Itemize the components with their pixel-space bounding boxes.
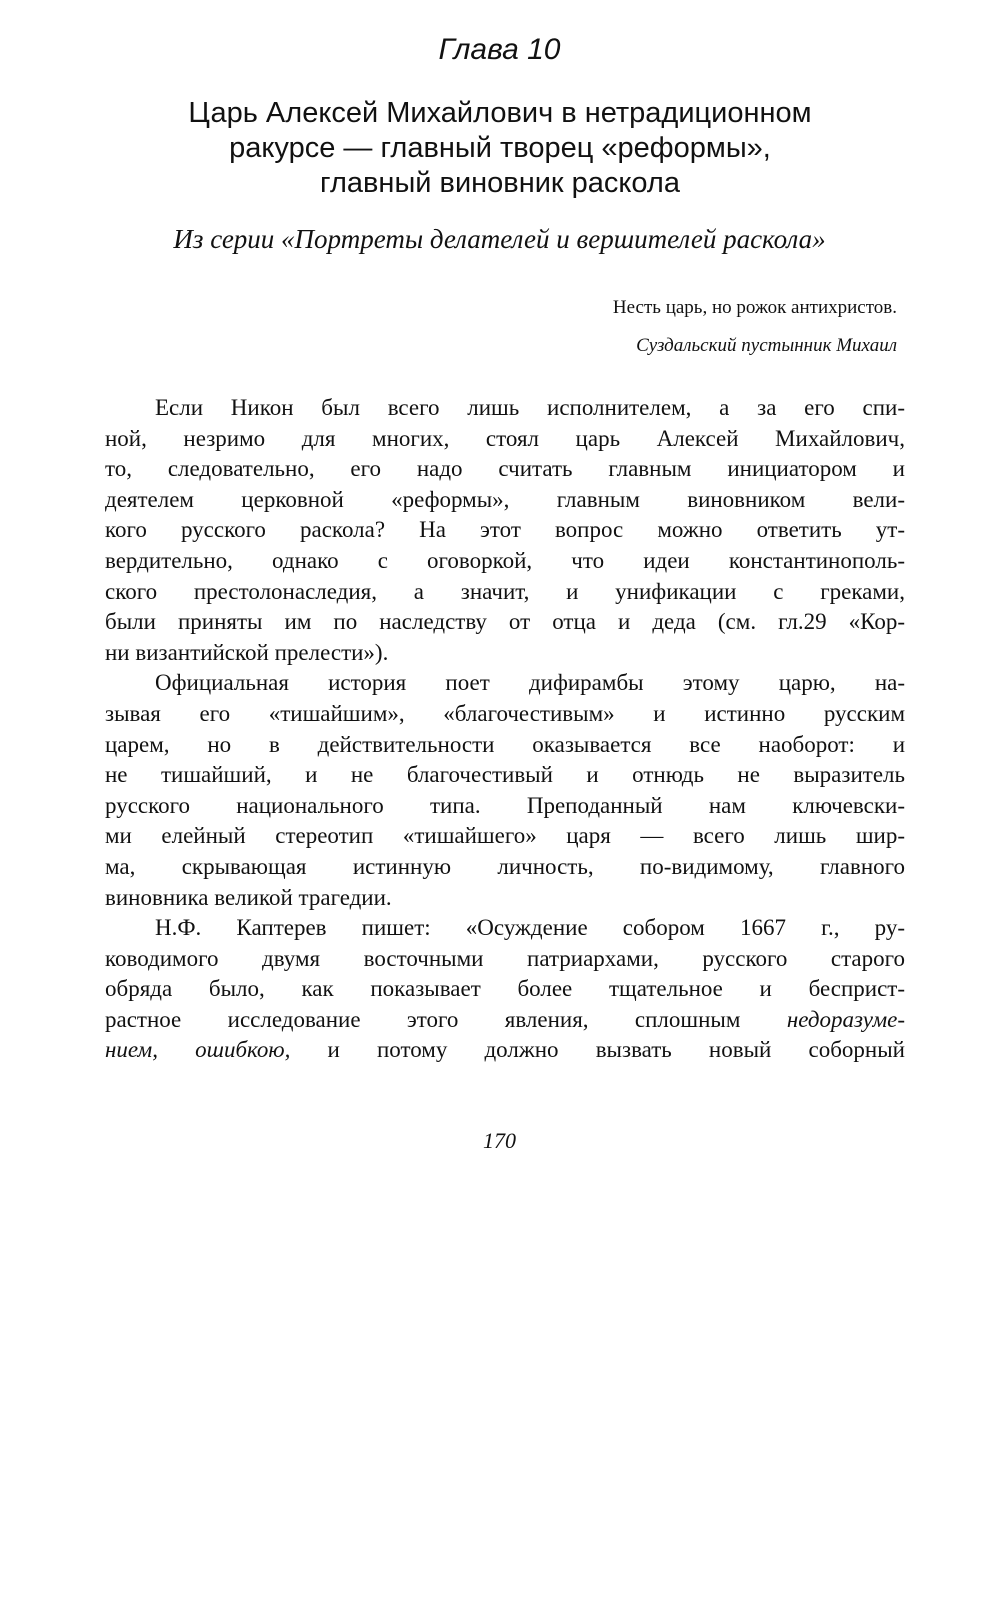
text-line: не тишайший, и не благочестивый и отнюдь не выразитель [105,762,905,788]
text-line [105,1005,905,1036]
epigraph-author: Суздальский пустынник Михаил [636,335,897,356]
chapter-label: Глава 10 [438,33,561,66]
text-line: обряда было, как показывает более тщательное и бесприст- [105,976,905,1002]
chapter-title [100,96,900,201]
paragraph-1 [105,393,905,668]
text-line: кого русского раскола? На этот вопрос можно ответить ут- [105,517,905,543]
paragraph-2 [105,668,905,913]
text-segment: растное исследование этого явления, сплошным [105,1006,741,1032]
text-line: русского национального типа. Преподанный нам ключевски- [105,792,905,818]
emphasis-text: нием, ошибкою, [105,1037,291,1063]
text-line: то, следовательно, его надо считать главным инициатором и [105,456,905,482]
page-number: 170 [483,1128,516,1153]
text-line: ководимого двумя восточными патриархами, русского старого [105,945,905,971]
epigraph-text: Несть царь, но рожок антихристов. [612,297,897,318]
text-line: ского престолонаследия, а значит, и унификации с греками, [105,578,905,604]
text-line: ми елейный стереотип «тишайшего» царя — всего лишь шир- [105,823,905,849]
text-line: были приняты им по наследству от отца и деда (см. гл.29 «Кор- [105,609,905,635]
text-line: ма, скрывающая истинную личность, по-видимому, главного [105,853,905,879]
text-line: Если Никон был всего лишь исполнителем, а за его спи- [155,395,905,420]
text-line: Н.Ф. Каптерев пишет: «Осуждение собором 1667 г., ру- [155,915,905,941]
text-line: деятелем церковной «реформы», главным виновником вели- [105,486,905,512]
text-line: виновника великой трагедии. [105,884,392,910]
series-subtitle: Из серии «Портреты делателей и вершителей раскола» [173,224,826,254]
text-segment: и потому должно вызвать новый соборный [290,1037,905,1063]
text-line: Официальная история поет дифирамбы этому царю, на- [155,670,905,696]
text-line: вердительно, однако с оговоркой, что идеи константинополь- [105,547,905,573]
text-line: ни византийской прелести»). [105,639,389,665]
text-line [105,1035,905,1066]
chapter-title-line: ракурсе — главный творец «реформы», [229,132,771,164]
text-line: зывая его «тишайшим», «благочестивым» и истинно русским [105,700,905,726]
body-text [105,393,905,1066]
paragraph-3 [105,913,905,1066]
chapter-title-line: главный виновник раскола [320,167,680,199]
text-line: ной, незримо для многих, стоял царь Алексей Михайлович, [105,425,905,451]
chapter-title-line: Царь Алексей Михайлович в нетрадиционном [188,97,812,129]
text-line: царем, но в действительности оказывается все наоборот: и [105,731,905,757]
emphasis-text: недоразуме- [786,1006,905,1032]
